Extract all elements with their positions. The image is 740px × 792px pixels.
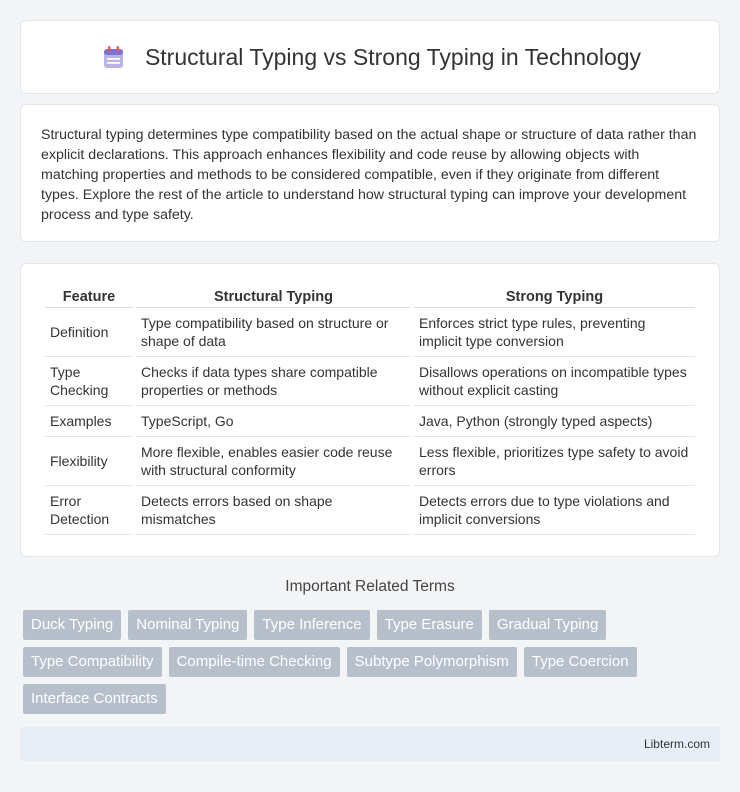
- intro-card: [20, 104, 720, 242]
- table-cell: Less flexible, prioritizes type safety to avoid errors: [414, 437, 695, 486]
- table-row: [45, 486, 695, 535]
- table-cell-feature: Type Checking: [45, 357, 133, 406]
- table-cell: More flexible, enables easier code reuse with structural conformity: [136, 437, 411, 486]
- table-header-row: [45, 284, 695, 308]
- footer: [20, 727, 720, 761]
- table-cell: Detects errors due to type violations and implicit conversions: [414, 486, 695, 535]
- related-terms-title: Important Related Terms: [285, 578, 455, 595]
- column-header-feature: Feature: [45, 284, 133, 308]
- column-header-structural: Structural Typing: [136, 284, 411, 308]
- table-cell: Checks if data types share compatible properties or methods: [136, 357, 411, 406]
- table-cell-feature: Flexibility: [45, 437, 133, 486]
- table-cell: Disallows operations on incompatible types without explicit casting: [414, 357, 695, 406]
- table-row: [45, 357, 695, 406]
- term-tag-compile-time-checking[interactable]: Compile-time Checking: [169, 647, 340, 677]
- table-cell: Java, Python (strongly typed aspects): [414, 406, 695, 437]
- term-tag-type-erasure[interactable]: Type Erasure: [377, 610, 482, 640]
- table-cell-feature: Error Detection: [45, 486, 133, 535]
- term-tag-interface-contracts[interactable]: Interface Contracts: [23, 684, 166, 714]
- header-card: [20, 20, 720, 94]
- related-terms-list: [23, 610, 723, 714]
- table-cell: Type compatibility based on structure or shape of data: [136, 308, 411, 357]
- term-tag-gradual-typing[interactable]: Gradual Typing: [489, 610, 606, 640]
- table-row: [45, 437, 695, 486]
- table-cell: Detects errors based on shape mismatches: [136, 486, 411, 535]
- table-row: [45, 308, 695, 357]
- table-cell-feature: Examples: [45, 406, 133, 437]
- page-title: Structural Typing vs Strong Typing in Technology: [144, 43, 642, 70]
- table-cell: TypeScript, Go: [136, 406, 411, 437]
- term-tag-type-inference[interactable]: Type Inference: [254, 610, 369, 640]
- table-row: [45, 406, 695, 437]
- column-header-strong: Strong Typing: [414, 284, 695, 308]
- term-tag-duck-typing[interactable]: Duck Typing: [23, 610, 121, 640]
- term-tag-nominal-typing[interactable]: Nominal Typing: [128, 610, 247, 640]
- term-tag-subtype-polymorphism[interactable]: Subtype Polymorphism: [347, 647, 517, 677]
- comparison-table-card: [20, 263, 720, 557]
- table-cell: Enforces strict type rules, preventing implicit type conversion: [414, 308, 695, 357]
- footer-site-link[interactable]: Libterm.com: [643, 737, 710, 751]
- term-tag-type-compatibility[interactable]: Type Compatibility: [23, 647, 162, 677]
- table-cell-feature: Definition: [45, 308, 133, 357]
- intro-paragraph: Structural typing determines type compatibility based on the actual shape or structure of data rather than explicit declarations. This approach enhances flexibility and code reuse by allowing objects with matching properties and methods to be considered compatible, even if they originate from different types. Explore the rest of the article to understand how structural typing can improve your development process and type safety.: [41, 127, 697, 223]
- comparison-table: [42, 284, 698, 535]
- calendar-notebook-icon: [99, 43, 127, 71]
- term-tag-type-coercion[interactable]: Type Coercion: [524, 647, 637, 677]
